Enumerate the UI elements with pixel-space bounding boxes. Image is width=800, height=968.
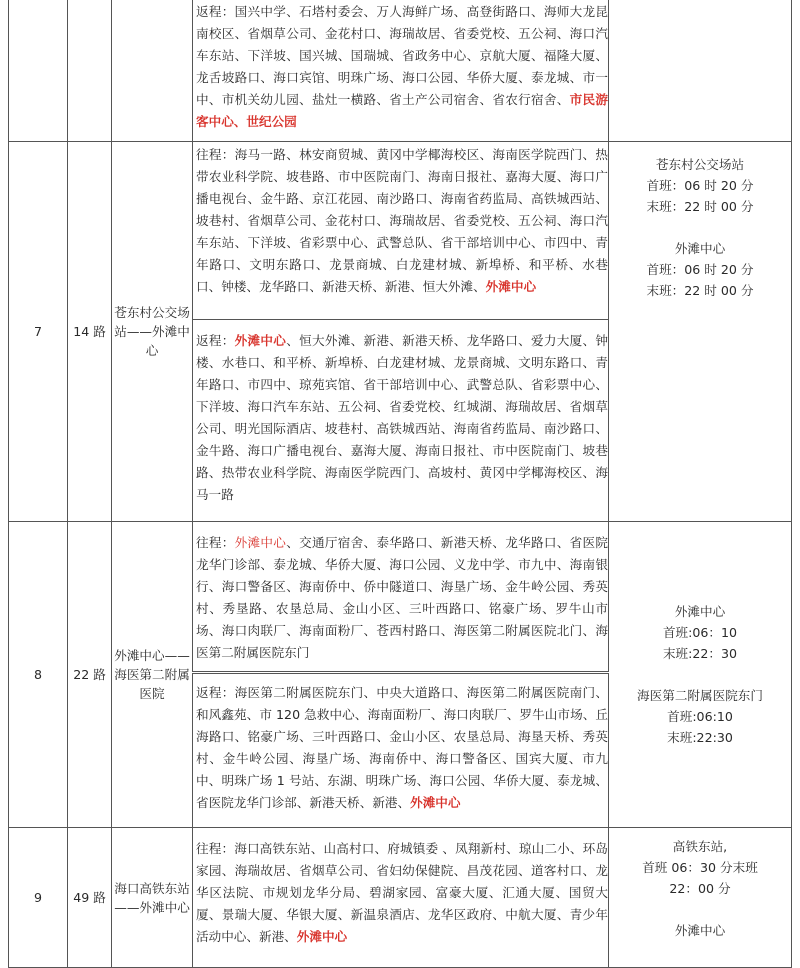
outbound-route-terminal: 外滩中心 bbox=[296, 929, 348, 944]
outbound-route-label: 往程： bbox=[196, 535, 235, 550]
return-route-text: 返程：国兴中学、石塔村委会、万人海鲜广场、高登街路口、海师大龙昆南校区、省烟草公司、金花村口、海瑞故居、省委党校、五公祠、海口汽车东站、下洋坡、国兴城、国瑞城、省政务中心、京航大厦、福隆大厦、龙舌坡路口、海口宾馆、明珠广场、海口公园、华侨大厦、泰龙城、市一中、市机关幼儿园、盐灶一横路、省土产公司宿舍、省农行宿舍、 bbox=[196, 4, 608, 107]
outbound-route-text: 、交通厅宿舍、泰华路口、新港天桥、龙华路口、省医院龙华门诊部、泰龙城、华侨大厦、海口公园、义龙中学、市九中、海南银行、海口警备区、海南侨中、侨中隧道口、海垦广场、金牛岭公园、秀英村、秀垦路、农垦总局、金山小区、三叶西路口、铭豪广场、罗牛山市场、海口肉联厂、海南面粉厂、苍西村路口、海医第二附属医院北门、海医第二附属医院东门 bbox=[196, 535, 609, 660]
line-name: 14 路 bbox=[68, 142, 112, 522]
timetable-station-b: 海医第二附属医院东门 bbox=[637, 688, 763, 703]
outbound-route-cell bbox=[193, 522, 609, 673]
return-route-origin: 外滩中心 bbox=[234, 333, 287, 348]
timetable-last-bus-a: 末班：22 时 00 分 bbox=[646, 199, 754, 214]
line-name: 49 路 bbox=[68, 828, 112, 968]
return-route-cell: 返程：外滩中心、恒大外滩、新港、新港天桥、龙华路口、爱力大厦、钟楼、水巷口、和平桥、新埠桥、白龙建材城、龙景商城、文明东路口、青年路口、市四中、琼苑宾馆、省干部培训中心、武警总队、省彩票中心、下洋坡、海口汽车东站、五公祠、省委党校、红城湖、海瑞故居、省烟草公司、明光国际酒店、坡巷村、高铁城西站、海南省药监局、南沙路口、金牛路、海口广播电视台、嘉海大厦、海南日报社、市中医院南门、坡巷路、热带农业科学院、海南医学院西门、高坡村、黄冈中学椰海校区、海马一路 bbox=[193, 320, 609, 522]
timetable-station-b: 外滩中心 bbox=[674, 923, 726, 938]
return-route-text: 返程：海医第二附属医院东门、中央大道路口、海医第二附属医院南门、和风鑫苑、市 120 急救中心、海南面粉厂、海口肉联厂、罗牛山市场、丘海路口、铭豪广场、三叶西路口、金山小区、农垦总局、海垦天桥、秀英村、金牛岭公园、海垦广场、海南侨中、海口警备区、国宾大厦、市九中、明珠广场 1 号站、东湖、明珠广场、海口公园、华侨大厦、泰龙城、省医院龙华门诊部、新港天桥、新港、 bbox=[196, 685, 608, 810]
timetable-first-bus-a: 首班:06：10 bbox=[662, 625, 738, 640]
outbound-route-text: 往程：海口高铁东站、山高村口、府城镇委 、凤翔新村、琼山二小、环岛家园、海瑞故居、省烟草公司、省妇幼保健院、昌茂花园、道客村口、龙华区法院、市规划龙华分局、碧湖家园、富豪大厦、汇通大厦、国贸大厦、景瑞大厦、华银大厦、新温泉酒店、龙华区政府、中航大厦、青少年活动中心、新港、 bbox=[196, 841, 608, 944]
route-number-cell bbox=[9, 0, 68, 142]
timetable-first-bus-a: 首班 06：30 分末班 bbox=[642, 860, 758, 875]
timetable-station-a: 苍东村公交场站 bbox=[655, 157, 745, 172]
outbound-route-origin: 外滩中心 bbox=[234, 535, 287, 550]
timetable-first-bus-b: 首班:06:10 bbox=[667, 709, 733, 724]
table-row bbox=[9, 0, 792, 142]
terminal-range: 苍东村公交场站——外滩中心 bbox=[112, 142, 193, 522]
terminal-range: 外滩中心——海医第二附属医院 bbox=[112, 522, 193, 828]
outbound-route-cell bbox=[193, 142, 609, 320]
route-number: 8 bbox=[9, 522, 68, 828]
timetable-station-a: 外滩中心 bbox=[674, 604, 726, 619]
bus-route-table bbox=[8, 0, 792, 968]
timetable-last-bus-a: 末班:22：30 bbox=[662, 646, 738, 661]
timetable-last-bus-a: 22：00 分 bbox=[669, 881, 731, 896]
timetable-cell bbox=[609, 828, 792, 968]
outbound-route-cell bbox=[193, 828, 609, 968]
timetable-last-bus-b: 末班:22:30 bbox=[667, 730, 733, 745]
table-row bbox=[9, 142, 792, 320]
route-number: 7 bbox=[9, 142, 68, 522]
return-route-terminal: 外滩中心 bbox=[410, 795, 461, 810]
timetable-first-bus-a: 首班：06 时 20 分 bbox=[646, 178, 754, 193]
return-route-cell bbox=[193, 673, 609, 828]
return-route-terminal: 市民游客中心、世纪公园 bbox=[196, 92, 609, 129]
terminal-range: 海口高铁东站——外滩中心 bbox=[112, 828, 193, 968]
line-name-cell bbox=[68, 0, 112, 142]
table-row bbox=[9, 828, 792, 968]
terminal-range-cell bbox=[112, 0, 193, 142]
timetable-station-b: 外滩中心 bbox=[674, 241, 726, 256]
outbound-route-terminal: 外滩中心 bbox=[485, 279, 537, 294]
timetable-first-bus-b: 首班：06 时 20 分 bbox=[646, 262, 754, 277]
table-row bbox=[9, 522, 792, 673]
route-number: 9 bbox=[9, 828, 68, 968]
timetable-last-bus-b: 末班：22 时 00 分 bbox=[646, 283, 754, 298]
return-route-text: 、恒大外滩、新港、新港天桥、龙华路口、爱力大厦、钟楼、水巷口、和平桥、新埠桥、白龙建材城、龙景商城、文明东路口、青年路口、市四中、琼苑宾馆、省干部培训中心、武警总队、省彩票中心、下洋坡、海口汽车东站、五公祠、省委党校、红城湖、海瑞故居、省烟草公司、明光国际酒店、坡巷村、高铁城西站、海南省药监局、南沙路口、金牛路、海口广播电视台、嘉海大厦、海南日报社、市中医院南门、坡巷路、热带农业科学院、海南医学院西门、高坡村、黄冈中学椰海校区、海马一路 bbox=[196, 333, 609, 502]
timetable-cell bbox=[609, 522, 792, 828]
outbound-route-text: 往程：海马一路、林安商贸城、黄冈中学椰海校区、海南医学院西门、热带农业科学院、坡巷路、市中医院南门、海南日报社、嘉海大厦、海口广播电视台、金牛路、京江花园、南沙路口、海南省药监局、高铁城西站、坡巷村、省烟草公司、金花村口、海瑞故居、省委党校、五公祠、海口汽车东站、下洋坡、省彩票中心、武警总队、省干部培训中心、市四中、青年路口、文明东路口、龙景商城、白龙建材城、新埠桥、和平桥、水巷口、钟楼、龙华路口、新港天桥、新港、恒大外滩、 bbox=[196, 147, 608, 294]
return-route-cell bbox=[193, 0, 609, 142]
timetable-cell bbox=[609, 0, 792, 142]
line-name: 22 路 bbox=[68, 522, 112, 828]
timetable-cell bbox=[609, 142, 792, 522]
timetable-station-a: 高铁东站, bbox=[672, 839, 728, 854]
